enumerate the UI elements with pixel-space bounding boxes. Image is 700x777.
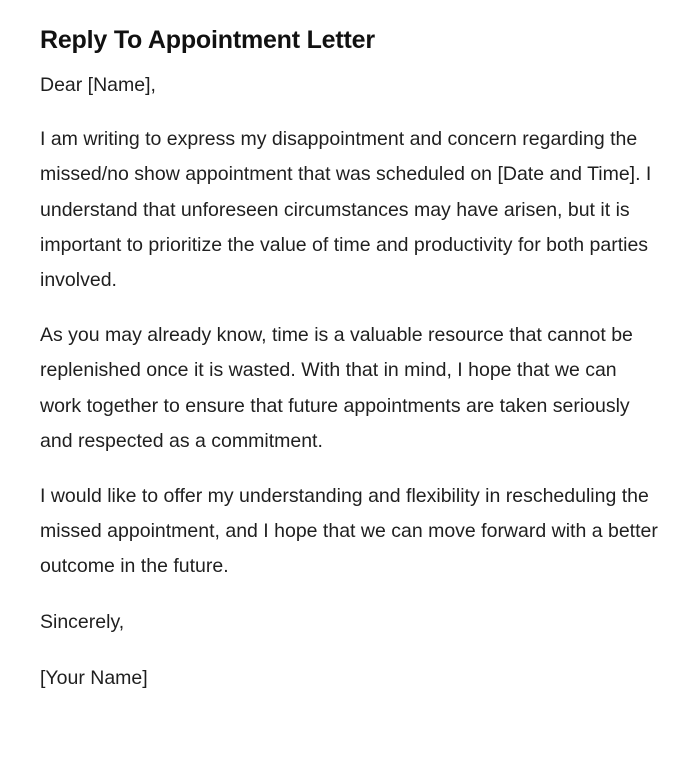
letter-salutation: Dear [Name], — [40, 74, 156, 96]
letter-paragraph-1: I am writing to express my disappointment and concern regarding the missed/no show appointment that was scheduled on [Date and Time]. I understand that unforeseen circumstances may have arisen, but it is important to prioritize the value of time and productivity for both parties involved. — [40, 128, 652, 292]
letter-paragraph-3: I would like to offer my understanding and flexibility in rescheduling the missed appointment, and I hope that we can move forward with a better outcome in the future. — [40, 485, 658, 578]
letter-paragraph-2: As you may already know, time is a valuable resource that cannot be replenished once it is wasted. With that in mind, I hope that we can work together to ensure that future appointments are taken seriously and respected as a commitment. — [40, 324, 633, 452]
letter-closing: Sincerely, — [40, 610, 125, 633]
letter-signature: [Your Name] — [40, 666, 148, 689]
letter-title: Reply To Appointment Letter — [40, 26, 375, 54]
